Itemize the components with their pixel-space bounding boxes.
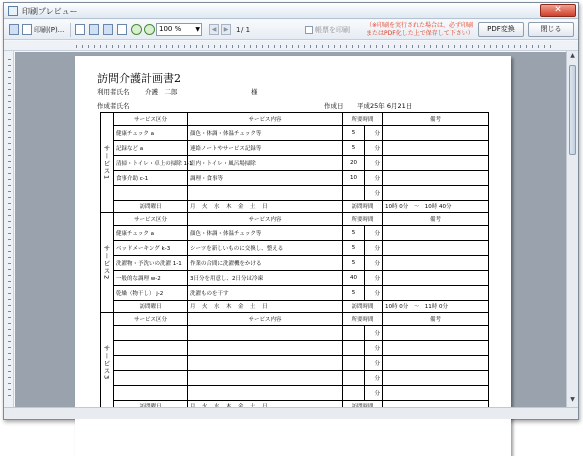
scroll-thumb[interactable] xyxy=(569,65,576,155)
remarks-cell xyxy=(383,385,489,400)
service-content xyxy=(188,340,343,355)
duration-header: 所要時間 xyxy=(343,213,383,226)
visit-day-label: 訪問曜日 xyxy=(114,200,188,213)
horizontal-scrollbar[interactable] xyxy=(4,407,578,419)
duration-unit: 分 xyxy=(365,355,383,370)
remarks-cell xyxy=(383,340,489,355)
service-content xyxy=(188,355,343,370)
duration-minutes: 5 xyxy=(343,255,365,270)
horizontal-ruler xyxy=(4,41,578,51)
service-content: 室内・トイレ・風呂場掃除 xyxy=(188,155,343,170)
visit-time-label: 訪問時間 xyxy=(343,300,383,313)
duration-unit: 分 xyxy=(365,240,383,255)
duration-unit: 分 xyxy=(365,155,383,170)
zoom-in-icon[interactable] xyxy=(131,24,142,35)
service-kind: 食事介助 c-1 xyxy=(114,170,188,185)
duration-minutes xyxy=(343,385,365,400)
document-title: 訪問介護計画書2 xyxy=(97,72,181,85)
remarks-header: 備考 xyxy=(383,213,489,226)
previous-page-button[interactable]: ◀ xyxy=(209,24,219,35)
vertical-scrollbar[interactable] xyxy=(566,51,578,407)
service-content-header: サービス内容 xyxy=(188,313,343,326)
created-date: 平成25年 6月21日 xyxy=(357,102,413,110)
duration-minutes: 40 xyxy=(343,270,365,285)
duration-minutes: 5 xyxy=(343,240,365,255)
creator-label: 作成者氏名 xyxy=(97,102,130,110)
print-preview-window xyxy=(3,2,579,420)
service-content-header: サービス内容 xyxy=(188,213,343,226)
print-preview-app-icon xyxy=(8,6,18,16)
duration-unit: 分 xyxy=(365,385,383,400)
remarks-cell xyxy=(383,185,489,200)
service-kind: ベッドメーキング k-3 xyxy=(114,240,188,255)
visit-time-label: 訪問時間 xyxy=(343,200,383,213)
duration-unit: 分 xyxy=(365,370,383,385)
printer-icon[interactable] xyxy=(22,24,32,35)
service-row xyxy=(101,255,489,270)
duration-unit: 分 xyxy=(365,125,383,140)
service-row xyxy=(101,125,489,140)
service-kind: 一般的な調理 w-2 xyxy=(114,270,188,285)
service-kind: 乾燥（物干し） j-2 xyxy=(114,285,188,300)
service-content xyxy=(188,185,343,200)
window-title: 印刷プレビュー xyxy=(22,7,78,16)
close-button[interactable]: 閉じる xyxy=(528,22,574,37)
duration-unit: 分 xyxy=(365,340,383,355)
remarks-cell xyxy=(383,270,489,285)
duration-unit: 分 xyxy=(365,270,383,285)
pdf-convert-button[interactable]: PDF変換 xyxy=(478,22,524,37)
service-row xyxy=(101,225,489,240)
service-kind: 記録など a xyxy=(114,140,188,155)
service-kind: 健康チェック a xyxy=(114,225,188,240)
multi-page-icon[interactable] xyxy=(103,24,113,35)
remarks-cell xyxy=(383,155,489,170)
duration-minutes: 5 xyxy=(343,140,365,155)
service-kind: 健康チェック a xyxy=(114,125,188,140)
remarks-cell xyxy=(383,225,489,240)
page-current: 1 xyxy=(236,26,241,34)
remarks-cell xyxy=(383,355,489,370)
duration-unit: 分 xyxy=(365,170,383,185)
service-content xyxy=(188,385,343,400)
pdf-checkbox[interactable] xyxy=(305,26,313,34)
service-row xyxy=(101,185,489,200)
print-notice: （※印刷を実行された場合は、必ず印刷またはPDF化した上で保存して下さい） xyxy=(366,22,474,37)
service-row xyxy=(101,140,489,155)
duration-minutes xyxy=(343,185,365,200)
scroll-up-icon[interactable]: ▲ xyxy=(570,52,575,59)
remarks-cell xyxy=(383,125,489,140)
duration-unit: 分 xyxy=(365,140,383,155)
remarks-cell xyxy=(383,370,489,385)
duration-header: 所要時間 xyxy=(343,113,383,126)
service-kind xyxy=(114,370,188,385)
print-button[interactable]: 印刷(P)... xyxy=(34,26,65,34)
duration-unit: 分 xyxy=(365,185,383,200)
scroll-down-icon[interactable]: ▼ xyxy=(570,396,575,403)
duration-minutes: 10 xyxy=(343,170,365,185)
window-close-button[interactable]: ✕ xyxy=(540,4,576,17)
pdf-check-label: 帳票を印刷 xyxy=(315,26,350,34)
user-name-label: 利用者氏名 xyxy=(97,88,130,96)
remarks-header: 備考 xyxy=(383,113,489,126)
service-content xyxy=(188,325,343,340)
service-row xyxy=(101,340,489,355)
service-row xyxy=(101,370,489,385)
remarks-cell xyxy=(383,240,489,255)
service-kind xyxy=(114,185,188,200)
service-row xyxy=(101,355,489,370)
care-plan-table xyxy=(100,112,489,413)
user-name: 介護 二郎 xyxy=(145,88,178,96)
duration-unit: 分 xyxy=(365,255,383,270)
service-side-label: サービス2 xyxy=(101,213,114,313)
duration-minutes xyxy=(343,370,365,385)
visit-row xyxy=(101,300,489,313)
page-setup-icon[interactable] xyxy=(9,24,19,35)
visit-row xyxy=(101,200,489,213)
service-content: 3日分を用意し、2日分は冷凍 xyxy=(188,270,343,285)
duration-unit: 分 xyxy=(365,285,383,300)
remarks-cell xyxy=(383,140,489,155)
service-side-label: サービス3 xyxy=(101,313,114,413)
page-indicator: / 1 xyxy=(241,26,251,34)
remarks-header: 備考 xyxy=(383,313,489,326)
duration-unit: 分 xyxy=(365,225,383,240)
zoom-value: 100 % xyxy=(159,25,182,33)
visit-day-label: 訪問曜日 xyxy=(114,300,188,313)
service-kind: 清掃・トイレ・卓上の掃除 1-1 xyxy=(114,155,188,170)
service-content: 洗濯ものを干す xyxy=(188,285,343,300)
service-kind xyxy=(114,325,188,340)
remarks-cell xyxy=(383,255,489,270)
duration-minutes xyxy=(343,325,365,340)
single-page-icon[interactable] xyxy=(89,24,99,35)
find-icon[interactable] xyxy=(75,24,85,35)
vertical-ruler xyxy=(4,51,14,407)
honorific: 様 xyxy=(251,88,258,96)
preview-area[interactable] xyxy=(15,52,566,407)
visit-days: 月 火 水 木 金 土 日 xyxy=(188,200,343,213)
created-label: 作成日 xyxy=(324,102,344,110)
service-row xyxy=(101,285,489,300)
service-kind xyxy=(114,385,188,400)
chevron-down-icon: ▼ xyxy=(195,26,200,33)
service-content: 顔色・体調・体温チェック等 xyxy=(188,125,343,140)
toolbar-divider xyxy=(70,23,71,37)
service-content: 作業の合間に洗濯機をかける xyxy=(188,255,343,270)
duration-minutes: 5 xyxy=(343,225,365,240)
service-type-header: サービス区分 xyxy=(114,113,188,126)
title-bar xyxy=(4,3,578,19)
remarks-cell xyxy=(383,325,489,340)
section-header-row xyxy=(101,113,489,126)
service-content: 調理・食事等 xyxy=(188,170,343,185)
service-content: 顔色・体調・体温チェック等 xyxy=(188,225,343,240)
duration-unit: 分 xyxy=(365,325,383,340)
duration-minutes xyxy=(343,340,365,355)
visit-time: 10時 0分 〜 11時 0分 xyxy=(383,300,489,313)
service-kind: 洗濯物・予洗いの洗濯 1-1 xyxy=(114,255,188,270)
document-page xyxy=(75,56,511,456)
duration-minutes: 20 xyxy=(343,155,365,170)
section-header-row xyxy=(101,213,489,226)
service-row xyxy=(101,240,489,255)
service-row xyxy=(101,155,489,170)
service-type-header: サービス区分 xyxy=(114,213,188,226)
duration-minutes: 5 xyxy=(343,125,365,140)
service-kind xyxy=(114,355,188,370)
service-content: 連絡ノートやサービス記録等 xyxy=(188,140,343,155)
service-content xyxy=(188,370,343,385)
duration-minutes: 5 xyxy=(343,285,365,300)
service-type-header: サービス区分 xyxy=(114,313,188,326)
visit-days: 月 火 水 木 金 土 日 xyxy=(188,300,343,313)
next-page-button[interactable]: ▶ xyxy=(221,24,231,35)
service-kind xyxy=(114,340,188,355)
service-row xyxy=(101,385,489,400)
service-side-label: サービス1 xyxy=(101,113,114,213)
duration-header: 所要時間 xyxy=(343,313,383,326)
section-header-row xyxy=(101,313,489,326)
service-content: シーツを新しいものに交換し、整える xyxy=(188,240,343,255)
duration-minutes xyxy=(343,355,365,370)
zoom-select[interactable] xyxy=(156,23,202,36)
service-row xyxy=(101,325,489,340)
visit-time: 10時 0分 〜 10時 40分 xyxy=(383,200,489,213)
service-row xyxy=(101,170,489,185)
service-content-header: サービス内容 xyxy=(188,113,343,126)
zoom-out-icon[interactable] xyxy=(144,24,155,35)
remarks-cell xyxy=(383,170,489,185)
export-icon[interactable] xyxy=(117,24,127,35)
service-row xyxy=(101,270,489,285)
toolbar xyxy=(4,20,578,40)
remarks-cell xyxy=(383,285,489,300)
